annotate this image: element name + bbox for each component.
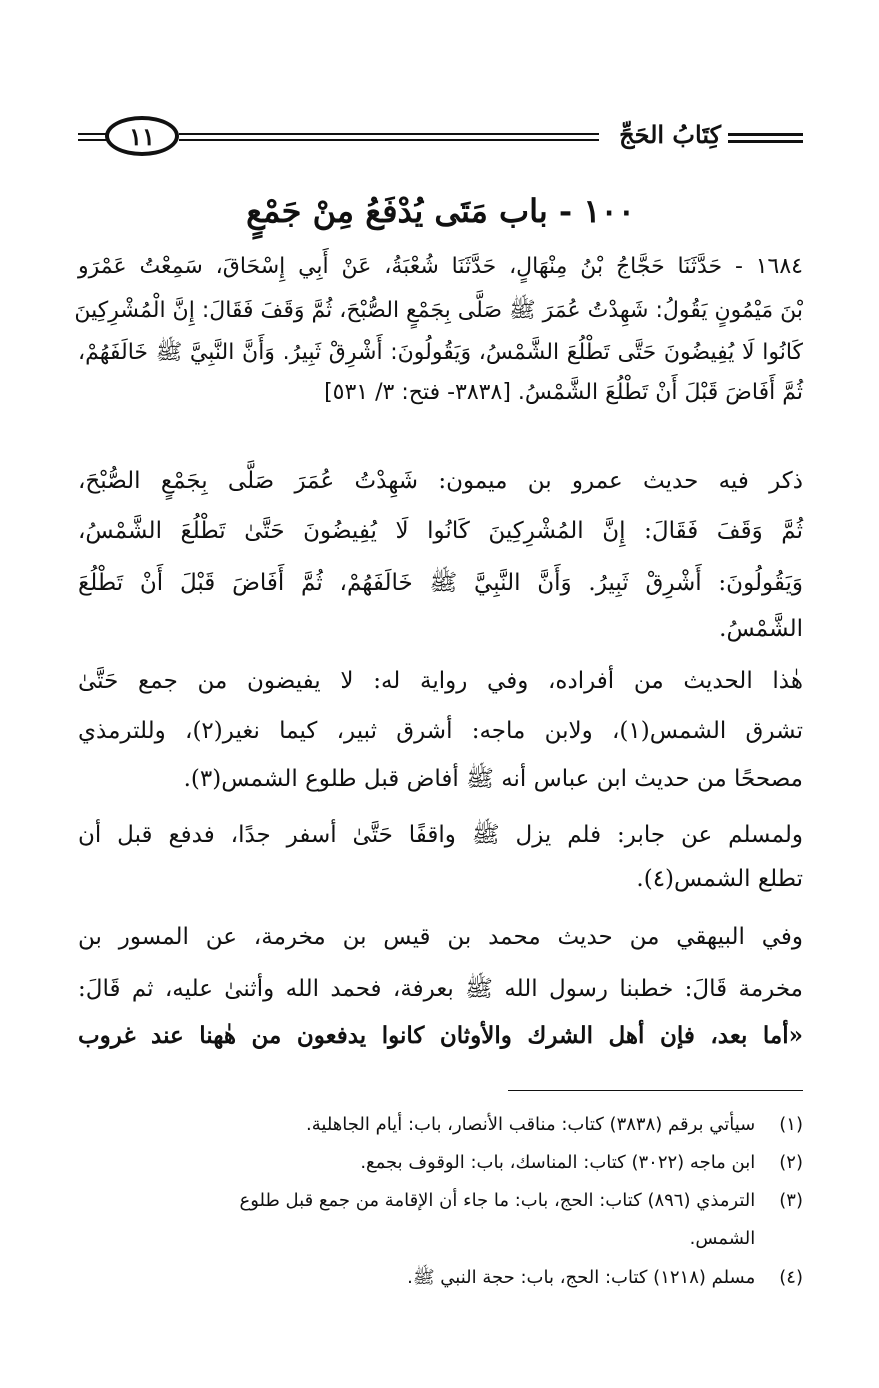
hadith-line: ثُمَّ أَفَاضَ قَبْلَ أَنْ تَطْلُعَ الشَّمْسُ. [٣٨٣٨- فتح: ٣/ ٥٣١] xyxy=(324,380,803,405)
commentary-line: ذكر فيه حديث عمرو بن ميمون: شَهِدْتُ عُمَرَ صَلَّى بِجَمْعٍ الصُّبْحَ، xyxy=(78,468,803,494)
hadith-line: ١٦٨٤ - حَدَّثَنَا حَجَّاجُ بْنُ مِنْهَالٍ، حَدَّثَنَا شُعْبَةُ، عَنْ أَبِي إِسْحَاقَ، سَمِعْتُ عَمْرَو xyxy=(78,254,803,279)
commentary-line: وفي البيهقي من حديث محمد بن قيس بن مخرمة، عن المسور بن xyxy=(78,924,803,950)
footnote-4 xyxy=(78,1266,803,1292)
header-rule-right-1 xyxy=(728,133,803,136)
header-rule-middle-2 xyxy=(179,139,599,141)
footnote-number: (١) xyxy=(779,1114,803,1135)
commentary-line: ثُمَّ وَقَفَ فَقَالَ: إِنَّ المُشْرِكِينَ كَانُوا لَا يُفِيضُونَ حَتَّىٰ تَطْلُعَ الشَّمْسُ، xyxy=(78,518,803,544)
footnote-3 xyxy=(78,1190,803,1211)
footnote-3-continued xyxy=(78,1228,803,1249)
commentary-line: ولمسلم عن جابر: فلم يزل ﷺ واقفًا حَتَّىٰ أسفر جدًا، فدفع قبل أن xyxy=(78,822,803,848)
footnote-1 xyxy=(78,1114,803,1135)
footnote-text: الشمس. xyxy=(689,1228,756,1249)
header-rule-middle-1 xyxy=(179,133,599,135)
page-number xyxy=(105,116,179,156)
hadith-line: كَانُوا لَا يُفِيضُونَ حَتَّى تَطْلُعَ الشَّمْسُ، وَيَقُولُونَ: أَشْرِقْ ثَبِيرُ. وَأَنَّ النَّبِيَّ ﷺ خَالَفَهُمْ، xyxy=(78,340,803,365)
page-number-text: ١١ xyxy=(129,121,155,151)
footnote-number: (٣) xyxy=(779,1190,803,1211)
footnote-text: ابن ماجه (٣٠٢٢) كتاب: المناسك، باب: الوقوف بجمع. xyxy=(360,1152,756,1173)
header-rule-left-1 xyxy=(78,133,108,135)
chapter-title: ١٠٠ - باب مَتَى يُدْفَعُ مِنْ جَمْعٍ xyxy=(246,192,635,230)
footnote-number: (٤) xyxy=(779,1267,803,1288)
hadith-line: بْنَ مَيْمُونٍ يَقُولُ: شَهِدْتُ عُمَرَ ﷺ صَلَّى بِجَمْعٍ الصُّبْحَ، ثُمَّ وَقَفَ فَقَالَ: إِنَّ الْمُشْرِكِينَ xyxy=(74,298,803,323)
header-rule-right-2 xyxy=(728,140,803,143)
page-header xyxy=(78,116,803,156)
commentary-line: مخرمة قَالَ: خطبنا رسول الله ﷺ بعرفة، فحمد الله وأثنىٰ عليه، ثم قَالَ: xyxy=(78,976,803,1002)
commentary-line: هٰذا الحديث من أفراده، وفي رواية له: لا يفيضون من جمع حَتَّىٰ xyxy=(78,668,803,694)
footnote-number: (٢) xyxy=(779,1152,803,1173)
footnote-text: سيأتي برقم (٣٨٣٨) كتاب: مناقب الأنصار، باب: أيام الجاهلية. xyxy=(306,1114,756,1135)
footnote-2 xyxy=(78,1152,803,1173)
commentary-line: الشَّمْسُ. xyxy=(719,616,803,642)
book-title: كِتَابُ الحَجِّ xyxy=(619,120,721,149)
footnote-text: مسلم (١٢١٨) كتاب: الحج، باب: حجة النبي ﷺ. xyxy=(407,1267,756,1288)
commentary-line: تشرق الشمس(١)، ولابن ماجه: أشرق ثبير، كيما نغير(٢)، وللترمذي xyxy=(78,718,803,744)
footnote-divider xyxy=(508,1090,803,1091)
footnote-text: الترمذي (٨٩٦) كتاب: الحج، باب: ما جاء أن الإقامة من جمع قبل طلوع xyxy=(239,1190,756,1211)
commentary-line: وَيَقُولُونَ: أَشْرِقْ ثَبِيرُ. وَأَنَّ النَّبِيَّ ﷺ خَالَفَهُمْ، ثُمَّ أَفَاضَ قَبْلَ أَنْ تَطْلُعَ xyxy=(78,570,803,596)
commentary-line-bold: «أما بعد، فإن أهل الشرك والأوثان كانوا يدفعون من هٰهنا عند غروب xyxy=(78,1022,803,1049)
commentary-line: تطلع الشمس(٤). xyxy=(636,866,803,892)
header-rule-left-2 xyxy=(78,139,108,141)
commentary-line: مصححًا من حديث ابن عباس أنه ﷺ أفاض قبل طلوع الشمس(٣). xyxy=(183,766,803,792)
